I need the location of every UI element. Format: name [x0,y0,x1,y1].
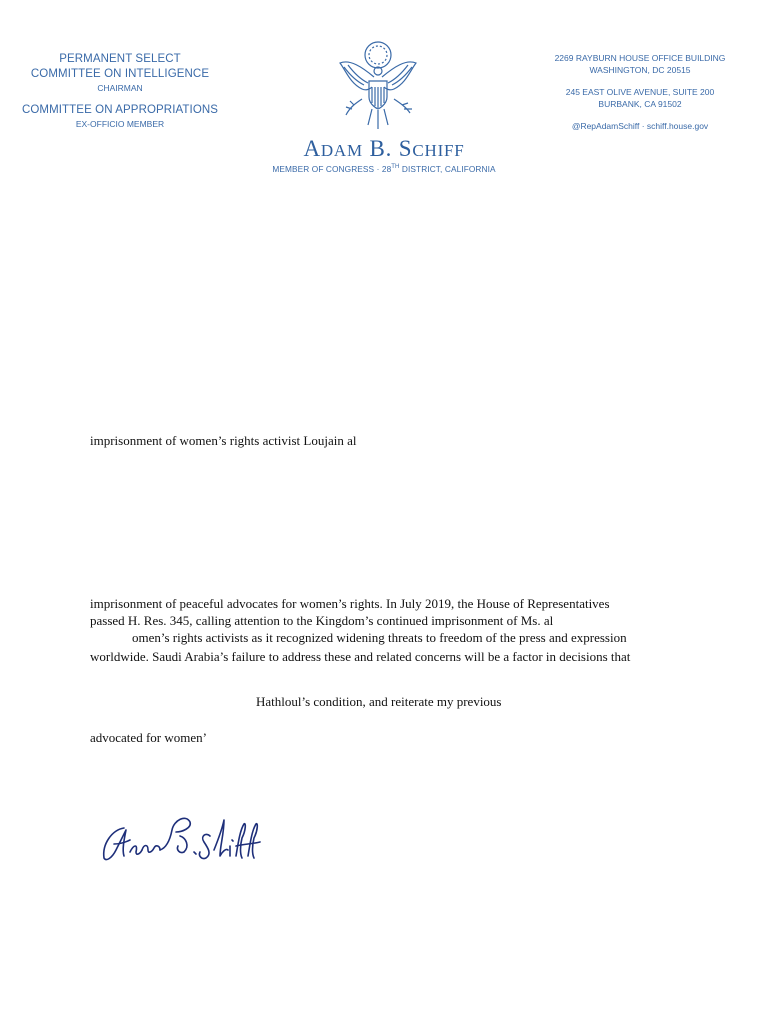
committee-line-3: COMMITTEE ON APPROPRIATIONS [21,104,219,116]
letterhead-right [540,52,740,132]
body-line-6: Hathloul’s condition, and reiterate my previous [256,694,502,709]
name-initial-s: S [398,136,413,161]
district-address-line-2: BURBANK, CA 91502 [598,99,682,109]
body-line-2: imprisonment of peaceful advocates for women’s rights. In July 2019, the House of Representatives [90,596,610,611]
member-name [240,136,528,162]
member-prefix: MEMBER OF CONGRESS · 28 [272,164,392,174]
name-first-rest: DAM [320,141,363,160]
body-line-1: imprisonment of women’s rights activist Loujain al [90,433,357,448]
district-address-line-1: 245 EAST OLIVE AVENUE, SUITE 200 [565,87,715,97]
signature-icon [90,800,270,870]
committee-line-2: COMMITTEE ON INTELLIGENCE [30,68,210,80]
committee-role-2: EX-OFFICIO MEMBER [75,119,165,129]
dc-address-line-2: WASHINGTON, DC 20515 [589,65,691,75]
committee-role-1: CHAIRMAN [97,83,143,93]
body-line-5: worldwide. Saudi Arabia’s failure to address these and related concerns will be a factor in decisions that [90,649,631,664]
name-last-rest: CHIFF [412,141,465,160]
body-line-7: advocated for women’ [90,730,207,745]
member-title [220,164,548,174]
name-initial-a: A [303,136,321,161]
dc-address-line-1: 2269 RAYBURN HOUSE OFFICE BUILDING [554,53,726,63]
great-seal-eagle-icon [332,37,424,133]
name-middle: B. [369,136,393,161]
committee-line-1: PERMANENT SELECT [59,53,181,65]
web-contact: @RepAdamSchiff · schiff.house.gov [571,121,709,131]
body-line-4: omen’s rights activists as it recognized widening threats to freedom of the press and expression [132,630,627,645]
member-suffix: DISTRICT, CALIFORNIA [399,164,496,174]
letterhead-left [20,52,220,139]
member-sup: TH [391,164,400,171]
body-line-3: passed H. Res. 345, calling attention to the Kingdom’s continued imprisonment of Ms. al [90,613,554,628]
